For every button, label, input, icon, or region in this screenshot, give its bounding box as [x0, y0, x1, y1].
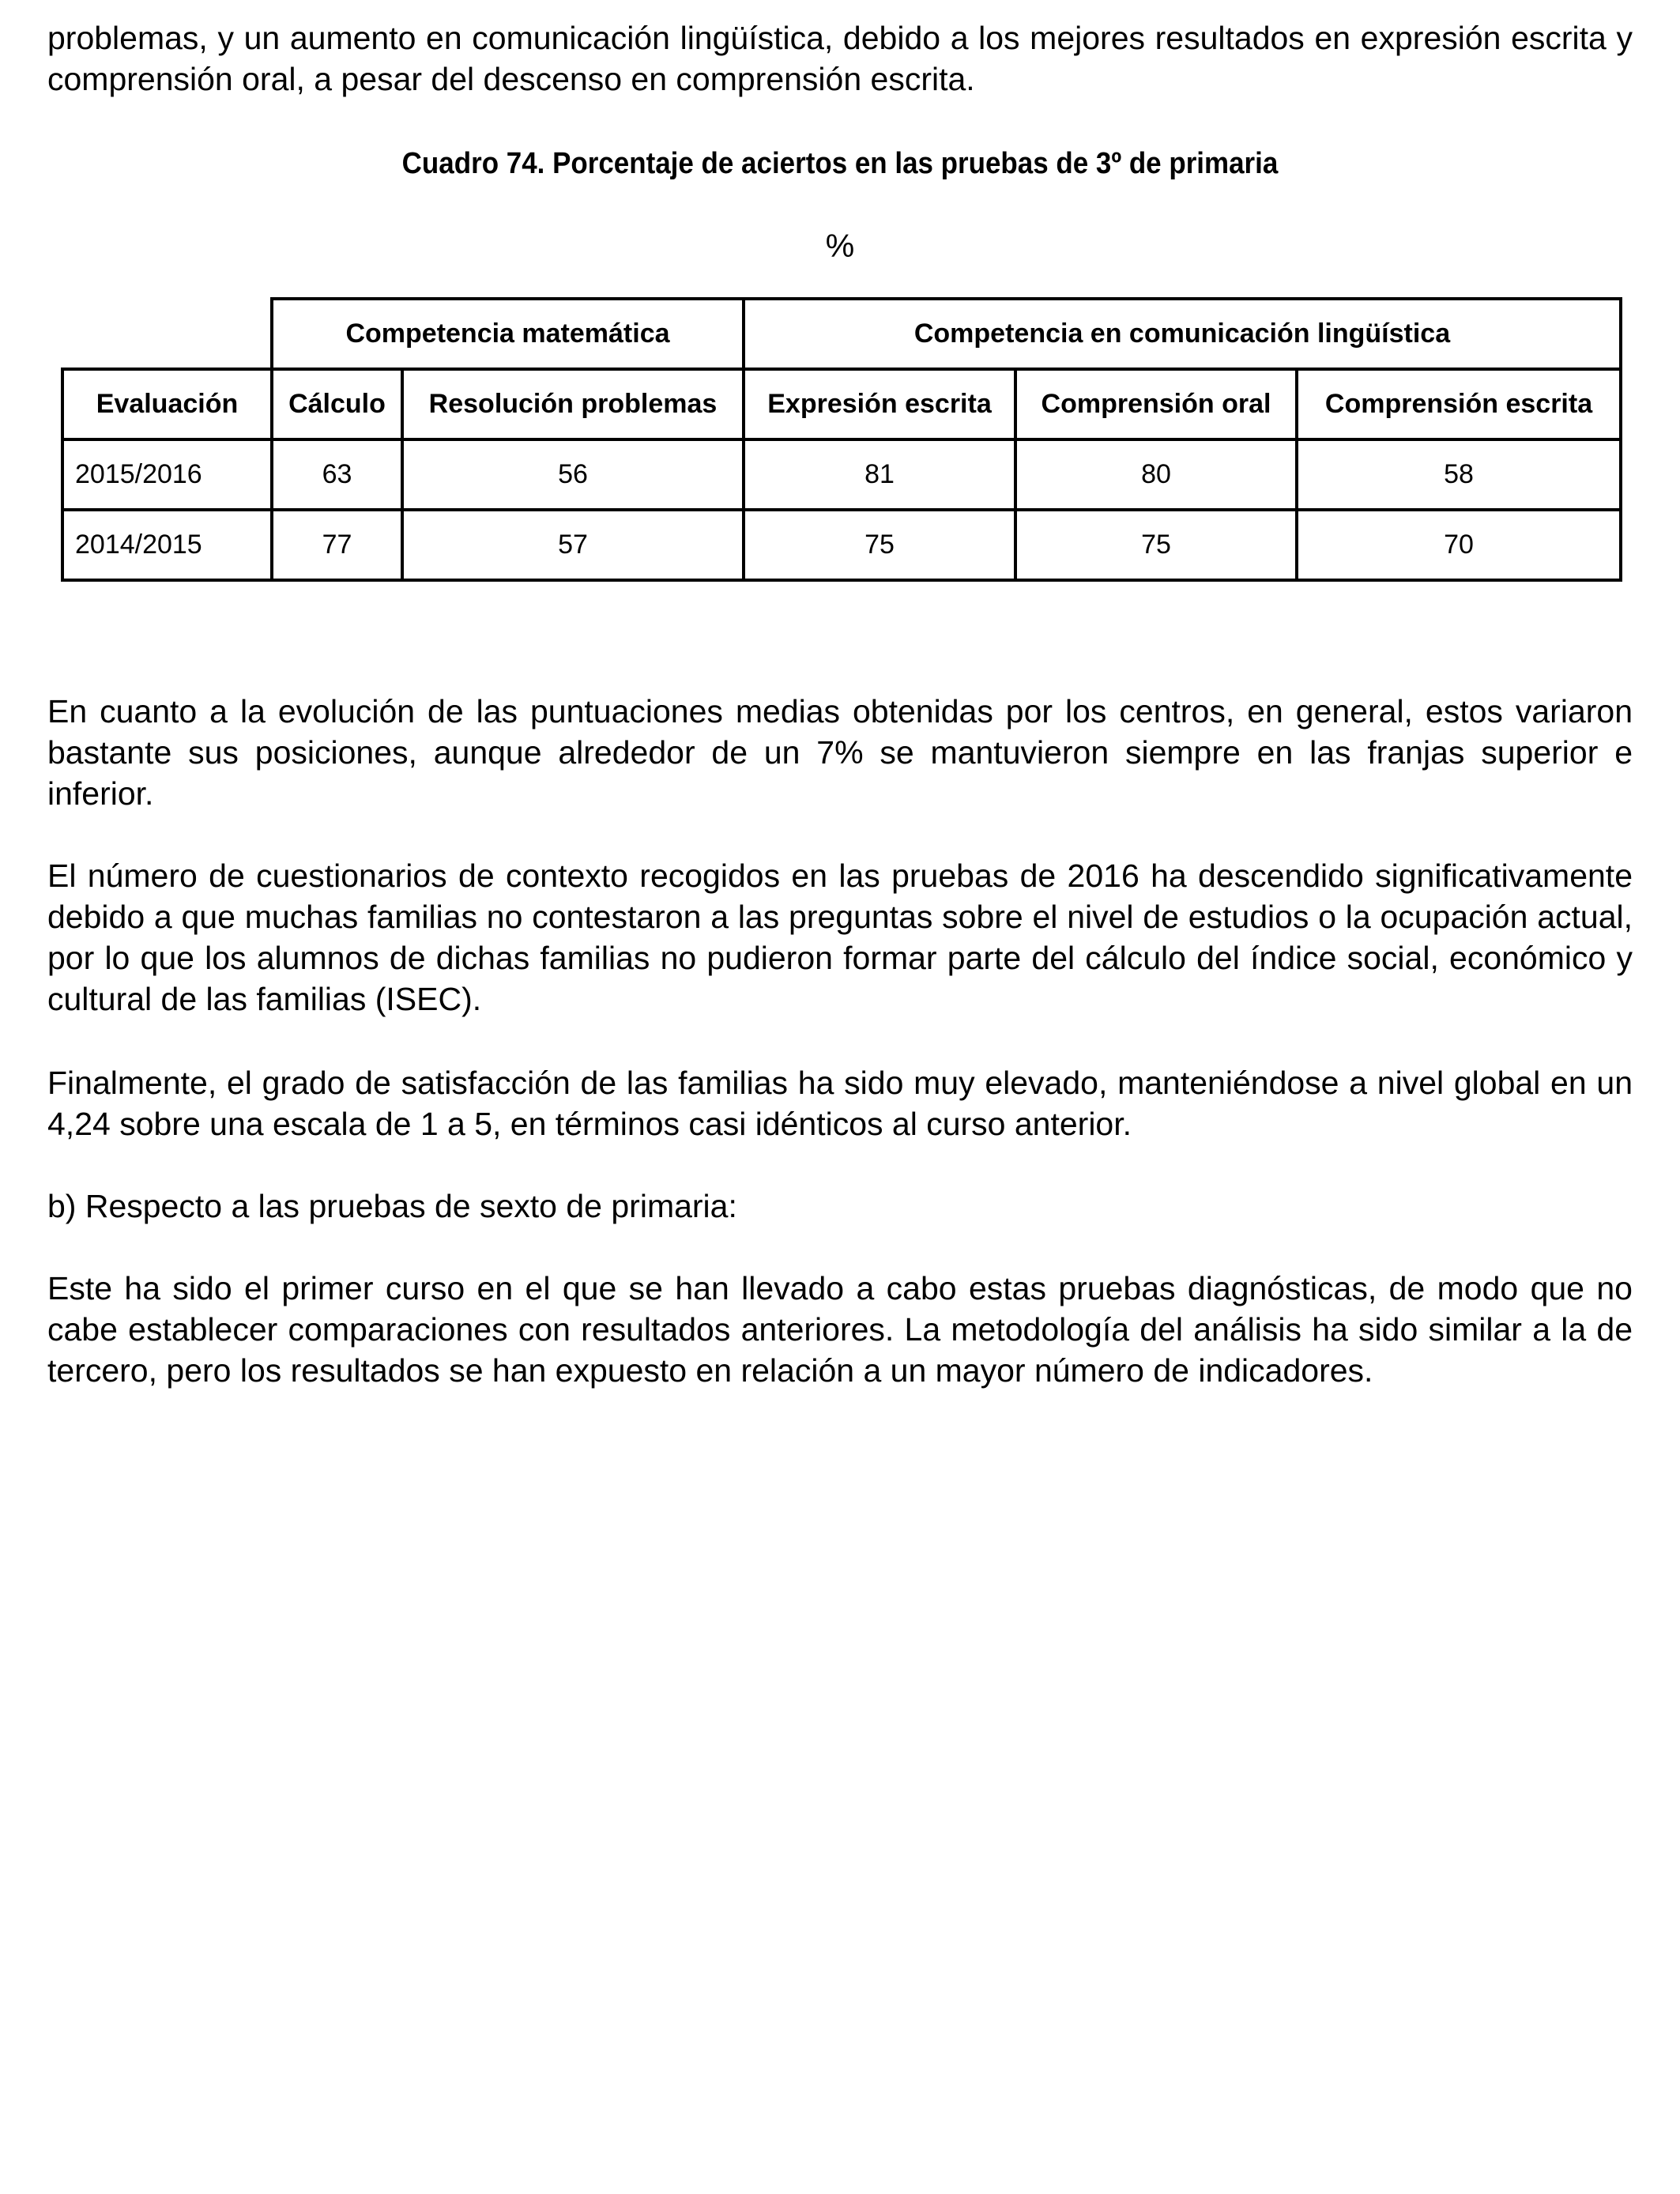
- table-cell: 56: [402, 439, 744, 510]
- table-row: [62, 439, 1621, 510]
- row-label: 2015/2016: [62, 439, 272, 510]
- table-group-header-row: [62, 299, 1621, 369]
- column-header-comprension-escrita: Comprensión escrita: [1297, 369, 1621, 439]
- row-label: 2014/2015: [62, 510, 272, 580]
- table-cell: 75: [1015, 510, 1297, 580]
- table-caption: Cuadro 74. Porcentaje de aciertos en las pruebas de 3º de primaria: [401, 147, 1279, 180]
- table-row: [62, 510, 1621, 580]
- column-header-expresion: Expresión escrita: [744, 369, 1015, 439]
- paragraph-sexto-heading: b) Respecto a las pruebas de sexto de primaria:: [47, 1188, 737, 1224]
- column-header-resolucion: Resolución problemas: [402, 369, 744, 439]
- results-table: [61, 297, 1622, 582]
- intro-paragraph: problemas, y un aumento en comunicación lingüística, debido a los mejores resultados en expresión escrita y comprensión oral, a pesar del descenso en comprensión escrita.: [47, 20, 1633, 97]
- paragraph-evolucion: En cuanto a la evolución de las puntuaciones medias obtenidas por los centros, en general, estos variaron bastante sus posiciones, aunque alrededor de un 7% se mantuvieron siempre en las franjas superior e inferior.: [47, 693, 1633, 812]
- group-header-language: Competencia en comunicación lingüística: [744, 299, 1621, 369]
- paragraph-cuestionarios: El número de cuestionarios de contexto recogidos en las pruebas de 2016 ha descendido significativamente debido a que muchas familias no contestaron a las preguntas sobre el nivel de estudios o la ocupación actual, por lo que los alumnos de dichas familias no pudieron formar parte del cálculo del índice social, económico y cultural de las familias (ISEC).: [47, 858, 1633, 1017]
- table-cell: 63: [272, 439, 402, 510]
- table-column-header-row: [62, 369, 1621, 439]
- table-corner-cell: [62, 299, 272, 369]
- paragraph-primer-curso: Este ha sido el primer curso en el que se han llevado a cabo estas pruebas diagnósticas, de modo que no cabe establecer comparaciones con resultados anteriores. La metodología del análisis ha sido similar a la de tercero, pero los resultados se han expuesto en relación a un mayor número de indicadores.: [47, 1270, 1633, 1389]
- group-header-math: Competencia matemática: [272, 299, 744, 369]
- paragraph-satisfaccion: Finalmente, el grado de satisfacción de las familias ha sido muy elevado, manteniéndose a nivel global en un 4,24 sobre una escala de 1 a 5, en términos casi idénticos al curso anterior.: [47, 1065, 1633, 1142]
- column-header-evaluacion: Evaluación: [62, 369, 272, 439]
- table-unit: %: [825, 228, 855, 264]
- table-cell: 58: [1297, 439, 1621, 510]
- table-cell: 70: [1297, 510, 1621, 580]
- table-cell: 75: [744, 510, 1015, 580]
- table-cell: 80: [1015, 439, 1297, 510]
- table-cell: 81: [744, 439, 1015, 510]
- table-cell: 77: [272, 510, 402, 580]
- table-cell: 57: [402, 510, 744, 580]
- column-header-calculo: Cálculo: [272, 369, 402, 439]
- column-header-comprension-oral: Comprensión oral: [1015, 369, 1297, 439]
